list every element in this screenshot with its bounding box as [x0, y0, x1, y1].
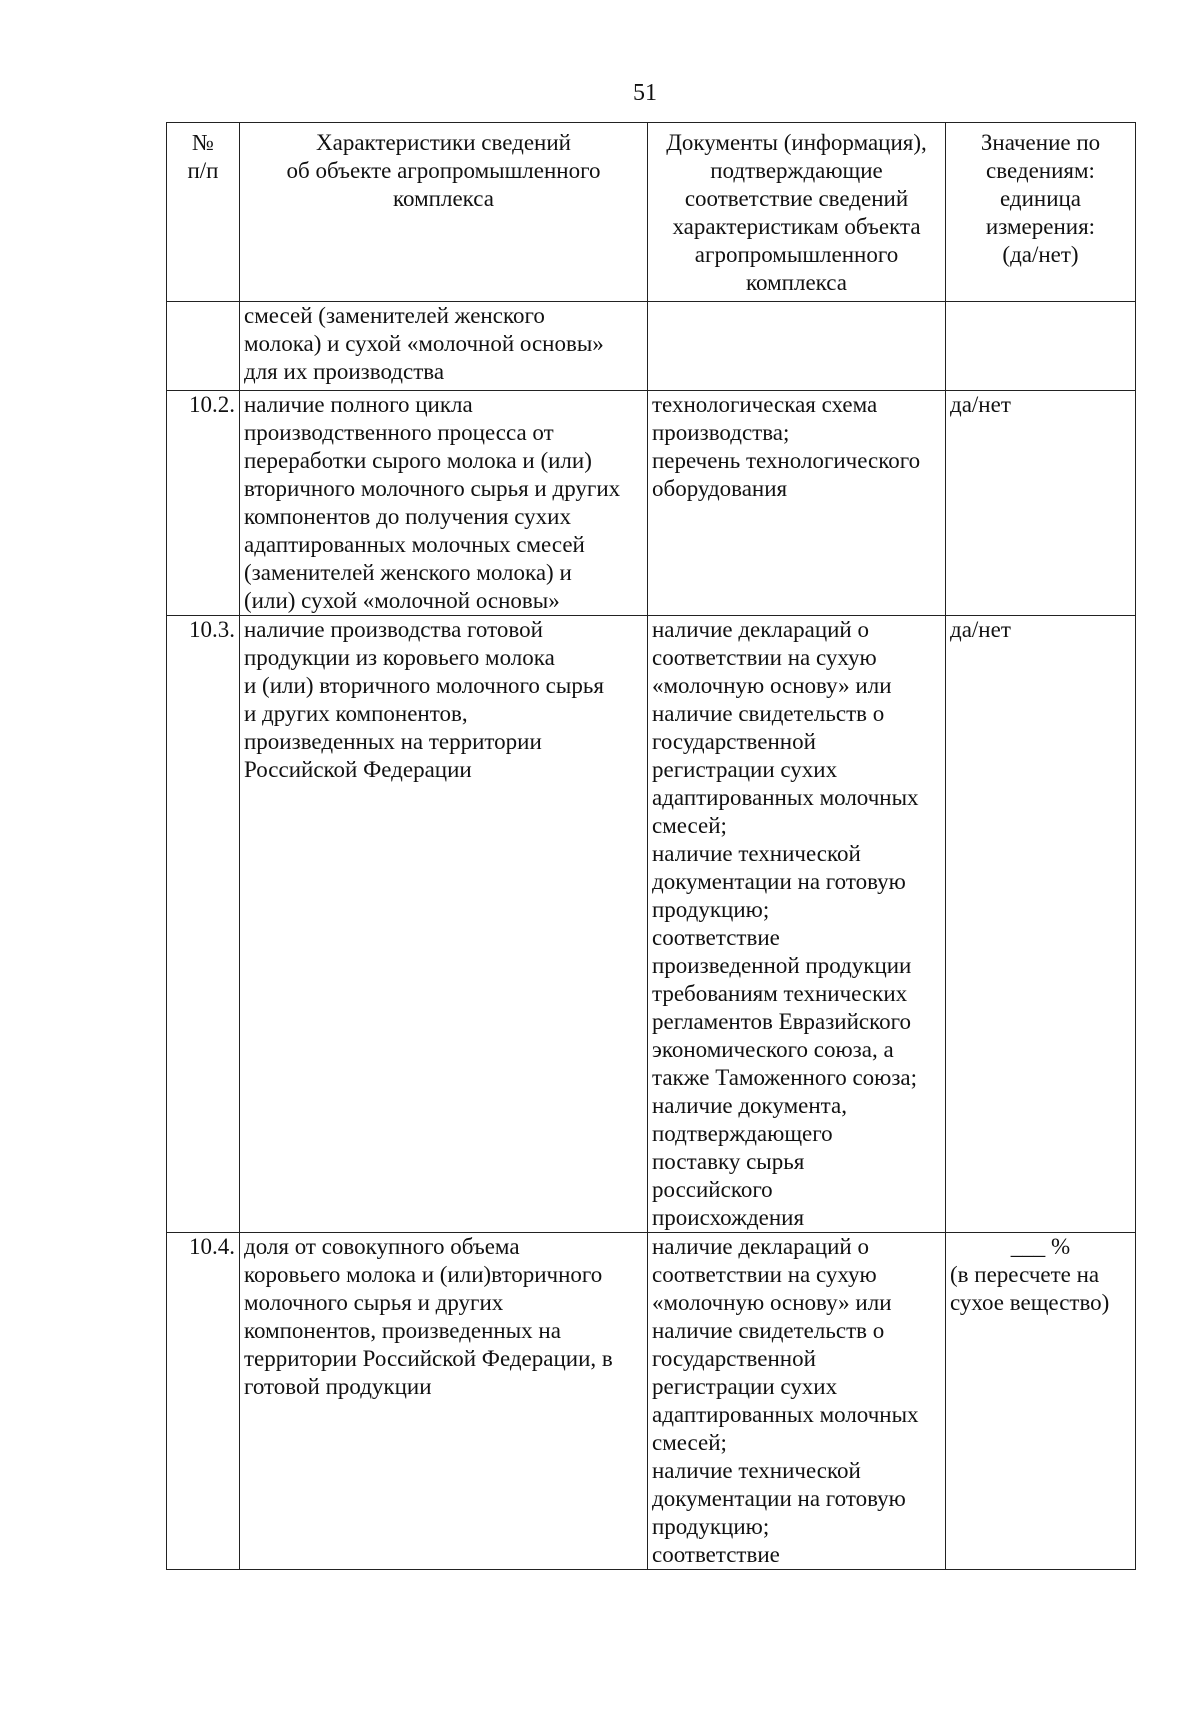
table-header-row — [167, 123, 1136, 302]
header-number: № п/п — [167, 123, 240, 302]
header-documents: Документы (информация), подтверждающие соответствие сведений характеристикам объекта агропромышленного комплекса — [648, 123, 946, 302]
row-number: 10.3. — [167, 616, 240, 1233]
page-number: 51 — [633, 80, 657, 106]
table-row — [167, 302, 1136, 391]
table-row — [167, 1233, 1136, 1570]
row-value-cell — [946, 1233, 1136, 1570]
row-value: (в пересчете на сухое вещество) — [950, 1262, 1110, 1315]
row-characteristic: смесей (заменителей женского молока) и сухой «молочной основы» для их производства — [240, 302, 648, 391]
row-value: да/нет — [946, 391, 1136, 616]
row-documents: технологическая схема производства; перечень технологического оборудования — [648, 391, 946, 616]
row-characteristic: наличие полного цикла производственного процесса от переработки сырого молока и (или) вторичного молочного сырья и других компонентов до получения сухих адаптированных молочных смесей (заменителей женского молока) и (или) сухой «молочной основы» — [240, 391, 648, 616]
row-characteristic: наличие производства готовой продукции из коровьего молока и (или) вторичного молочного сырья и других компонентов, произведенных на территории Российской Федерации — [240, 616, 648, 1233]
row-value — [946, 302, 1136, 391]
row-number — [167, 302, 240, 391]
table-row — [167, 616, 1136, 1233]
requirements-table — [166, 122, 1136, 1570]
row-documents: наличие деклараций о соответствии на сухую «молочную основу» или наличие свидетельств о государственной регистрации сухих адаптированных молочных смесей; наличие технической документации на готовую продукцию; соответствие — [648, 1233, 946, 1570]
row-characteristic: доля от совокупного объема коровьего молока и (или)вторичного молочного сырья и других компонентов, произведенных на территории Российской Федерации, в готовой продукции — [240, 1233, 648, 1570]
row-documents — [648, 302, 946, 391]
table-row — [167, 391, 1136, 616]
row-number: 10.4. — [167, 1233, 240, 1570]
percent-blank: ___ % — [1010, 1234, 1071, 1259]
header-value: Значение по сведениям: единица измерения: (да/нет) — [946, 123, 1136, 302]
row-value: да/нет — [946, 616, 1136, 1233]
row-number: 10.2. — [167, 391, 240, 616]
header-characteristics: Характеристики сведений об объекте агропромышленного комплекса — [240, 123, 648, 302]
row-documents: наличие деклараций о соответствии на сухую «молочную основу» или наличие свидетельств о государственной регистрации сухих адаптированных молочных смесей; наличие технической документации на готовую продукцию; соответствие произведенной продукции требованиям технических регламентов Евразийского экономического союза, а также Таможенного союза; наличие документа, подтверждающего поставку сырья российского происхождения — [648, 616, 946, 1233]
